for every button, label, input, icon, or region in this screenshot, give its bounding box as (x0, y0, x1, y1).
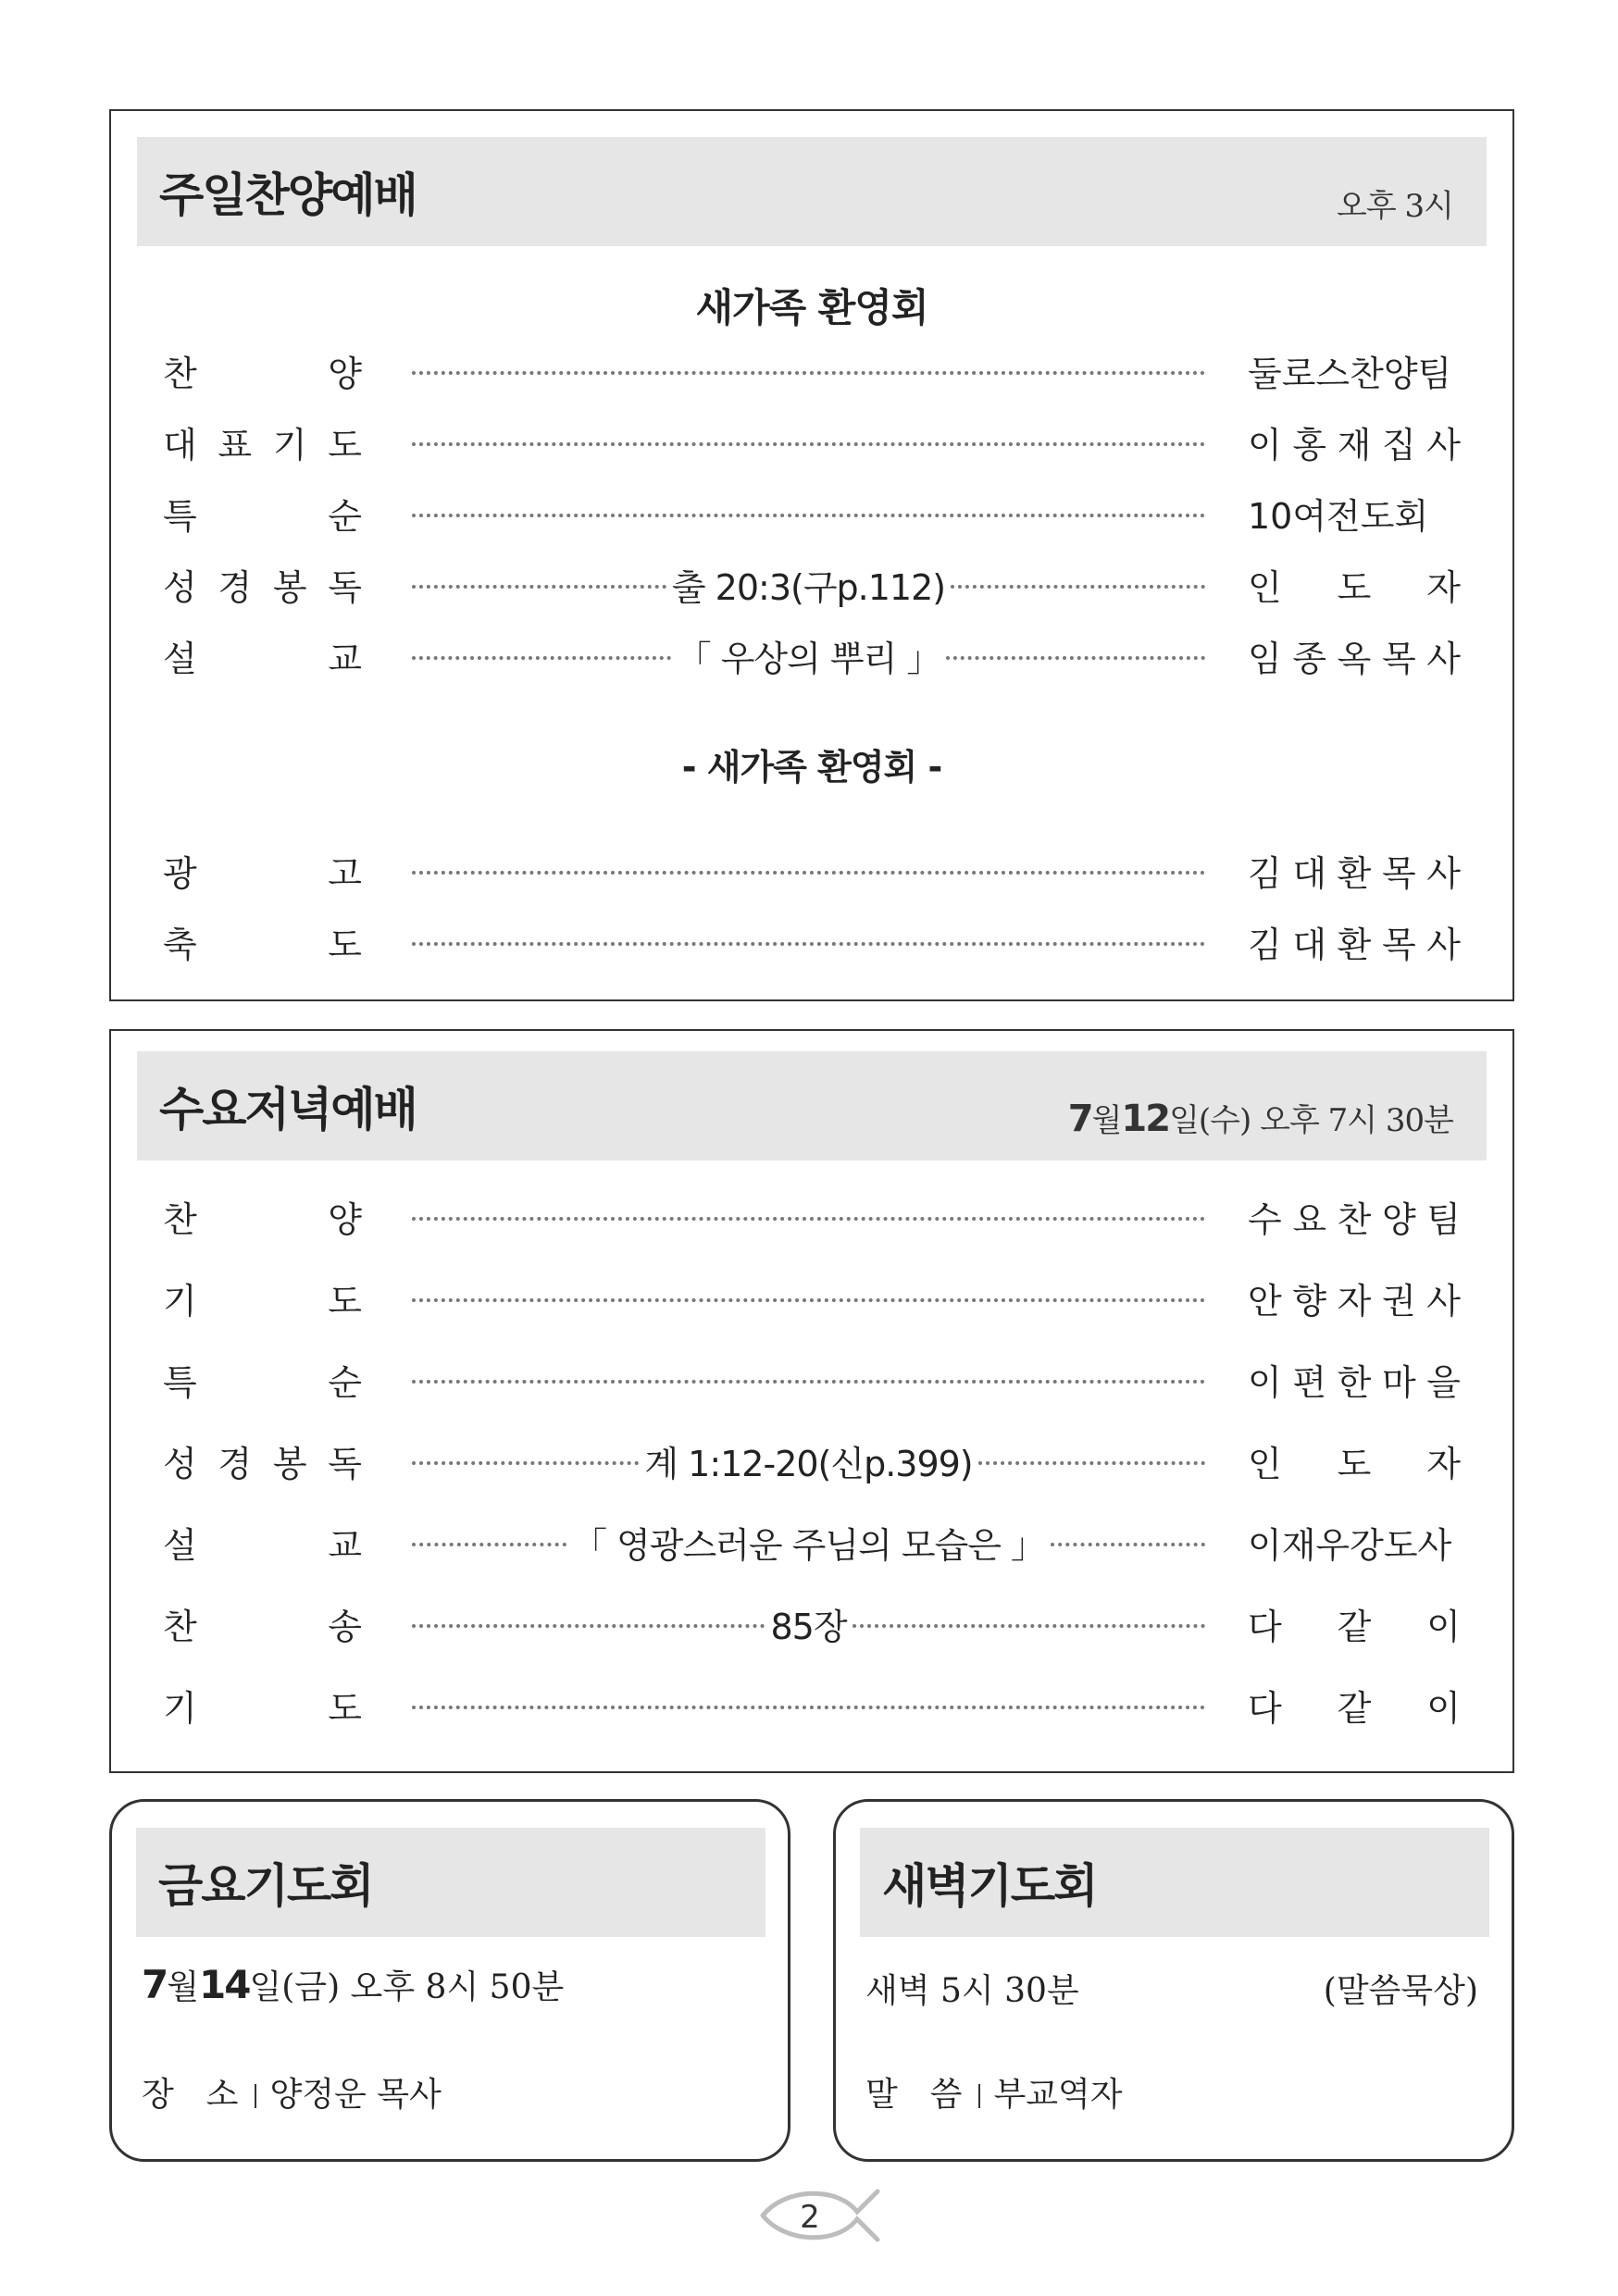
label-char: 기 (163, 1687, 197, 1729)
program-item-label (163, 916, 362, 967)
sunday-section-title: - 새가족 환영회 - (681, 747, 942, 788)
label-char: 양 (328, 1198, 362, 1240)
label-char: 교 (328, 1524, 362, 1566)
program-item-person: 인 도 자 (1248, 1443, 1461, 1484)
label-char: 순 (328, 495, 362, 537)
label-char: 설 (163, 1524, 197, 1566)
program-item-person: 이 편 한 마 을 (1248, 1361, 1461, 1403)
program-row (163, 556, 1461, 612)
program-item-leader (412, 1270, 1205, 1325)
dotted-leader (412, 514, 1205, 517)
program-item-person: 10여전도회 (1248, 495, 1429, 537)
label-char: 광 (163, 852, 197, 894)
label-char: 성 (163, 566, 197, 608)
sunday-worship-time: 오후 3시 (1337, 188, 1453, 225)
program-item-person: 이 홍 재 집 사 (1248, 424, 1461, 465)
dawn-prayer-box (833, 1799, 1514, 2162)
program-item-label (163, 1354, 362, 1405)
dotted-leader (853, 1624, 1205, 1628)
program-item-person: 인 도 자 (1248, 566, 1461, 608)
program-item-label (163, 416, 362, 467)
label-char: 특 (163, 1361, 197, 1403)
program-item-label (163, 1272, 362, 1323)
dotted-leader (412, 371, 1205, 375)
dotted-leader (412, 585, 666, 589)
program-row (163, 1188, 1461, 1244)
label-char: 양 (328, 353, 362, 394)
dotted-leader (412, 1461, 639, 1465)
label-char: 도 (328, 1687, 362, 1729)
dotted-leader (412, 1543, 566, 1546)
dotted-leader (951, 585, 1205, 589)
label-char: 기 (272, 424, 307, 465)
dawn-prayer-header (860, 1828, 1489, 1937)
program-item-label (163, 1680, 362, 1731)
label-char: 경 (218, 566, 253, 608)
place-label: 장 소 (142, 2076, 243, 2114)
divider (978, 2084, 980, 2108)
dotted-leader (1051, 1543, 1205, 1546)
label-char: 특 (163, 495, 197, 537)
program-item-detail: 계 1:12-20(신p.399) (644, 1443, 973, 1484)
program-row (163, 485, 1461, 540)
dotted-leader (946, 656, 1205, 660)
label-char: 봉 (272, 566, 307, 608)
program-item-label (163, 1191, 362, 1242)
program-row (163, 414, 1461, 469)
program-item-label (163, 488, 362, 539)
program-row (163, 627, 1461, 683)
program-item-person: 안 향 자 권 사 (1248, 1280, 1461, 1322)
dawn-prayer-time: 새벽 5시 30분 (865, 1972, 1079, 2010)
program-item-person: 둘로스찬양팀 (1248, 353, 1452, 394)
friday-prayer-title: 금요기도회 (158, 1859, 373, 1913)
program-item-person: 다 같 이 (1248, 1687, 1461, 1729)
label-char: 고 (328, 852, 362, 894)
sunday-subtitle: 새가족 환영회 (695, 285, 928, 330)
sunday-worship-title: 주일찬양예배 (159, 168, 417, 222)
program-item-label (163, 845, 362, 896)
label-char: 교 (328, 638, 362, 679)
dotted-leader (412, 942, 1205, 946)
program-item-leader (412, 1433, 1205, 1488)
program-item-label (163, 345, 362, 396)
dotted-leader (412, 656, 671, 660)
dotted-leader (412, 1298, 1205, 1302)
program-item-label (163, 1598, 362, 1649)
program-row (163, 1270, 1461, 1325)
program-item-person: 김 대 환 목 사 (1248, 924, 1461, 965)
wednesday-worship-date: 7월12일(수) 오후 7시 30분 (1067, 1098, 1453, 1140)
dawn-prayer-word (865, 2068, 1123, 2116)
program-item-label (163, 559, 362, 610)
label-char: 순 (328, 1361, 362, 1403)
program-row (163, 1595, 1461, 1651)
word-value: 부교역자 (993, 2076, 1123, 2114)
program-item-person: 수 요 찬 양 팀 (1248, 1198, 1461, 1240)
label-char: 설 (163, 638, 197, 679)
program-row (163, 1677, 1461, 1732)
program-item-leader (412, 485, 1205, 540)
program-item-detail: 85장 (770, 1606, 847, 1647)
word-label: 말 씀 (865, 2076, 966, 2114)
sunday-worship-box (109, 109, 1514, 1001)
program-item-detail: 「 영광스러운 주님의 모습은 」 (571, 1524, 1046, 1566)
program-row (163, 1433, 1461, 1488)
program-item-leader (412, 1514, 1205, 1570)
label-char: 대 (163, 424, 197, 465)
program-item-label (163, 1517, 362, 1568)
dawn-prayer-title: 새벽기도회 (882, 1859, 1097, 1913)
label-char: 도 (328, 924, 362, 965)
program-item-leader (412, 1351, 1205, 1407)
dotted-leader (412, 1706, 1205, 1709)
program-item-detail: 「 우상의 뿌리 」 (676, 638, 941, 679)
label-char: 찬 (163, 1198, 197, 1240)
label-char: 독 (328, 1443, 362, 1484)
program-item-leader (412, 556, 1205, 612)
label-char: 송 (328, 1606, 362, 1647)
program-item-leader (412, 414, 1205, 469)
sunday-worship-header (137, 137, 1487, 246)
label-char: 기 (163, 1280, 197, 1322)
label-char: 독 (328, 566, 362, 608)
program-item-leader (412, 1595, 1205, 1651)
dawn-prayer-note: (말씀묵상) (1323, 1972, 1478, 2010)
program-item-person: 김 대 환 목 사 (1248, 852, 1461, 894)
label-char: 성 (163, 1443, 197, 1484)
program-item-detail: 출 20:3(구p.112) (671, 566, 946, 608)
label-char: 찬 (163, 1606, 197, 1647)
program-row (163, 1351, 1461, 1407)
divider (255, 2084, 256, 2108)
friday-prayer-header (136, 1828, 765, 1937)
wednesday-worship-box (109, 1029, 1514, 1773)
program-item-person: 다 같 이 (1248, 1606, 1461, 1647)
label-char: 도 (328, 424, 362, 465)
wednesday-worship-header (137, 1051, 1487, 1160)
label-char: 찬 (163, 353, 197, 394)
program-item-leader (412, 342, 1205, 398)
dotted-leader (978, 1461, 1205, 1465)
wednesday-worship-title: 수요저녁예배 (159, 1083, 417, 1136)
label-char: 표 (218, 424, 253, 465)
dotted-leader (412, 1624, 765, 1628)
program-item-leader (412, 913, 1205, 969)
label-char: 경 (218, 1443, 253, 1484)
dotted-leader (412, 1217, 1205, 1221)
friday-prayer-date: 7월14일(금) 오후 8시 50분 (142, 1962, 565, 2007)
program-item-person: 이재우강도사 (1248, 1524, 1452, 1566)
dotted-leader (412, 1380, 1205, 1384)
friday-prayer-place (142, 2068, 442, 2116)
program-item-label (163, 630, 362, 681)
friday-prayer-box (109, 1799, 790, 2162)
page-number: 2 (800, 2199, 820, 2236)
program-item-leader (412, 842, 1205, 898)
place-suffix: 목사 (377, 2076, 442, 2114)
program-row (163, 842, 1461, 898)
label-char: 도 (328, 1280, 362, 1322)
program-item-leader (412, 1188, 1205, 1244)
label-char: 봉 (272, 1443, 307, 1484)
program-item-leader (412, 1677, 1205, 1732)
program-item-person: 임 종 옥 목 사 (1248, 638, 1461, 679)
program-item-leader (412, 627, 1205, 683)
place-value: 양정운 (269, 2076, 367, 2114)
dotted-leader (412, 442, 1205, 446)
program-row (163, 913, 1461, 969)
program-item-label (163, 1435, 362, 1486)
label-char: 축 (163, 924, 197, 965)
dotted-leader (412, 871, 1205, 875)
program-row (163, 342, 1461, 398)
program-row (163, 1514, 1461, 1570)
